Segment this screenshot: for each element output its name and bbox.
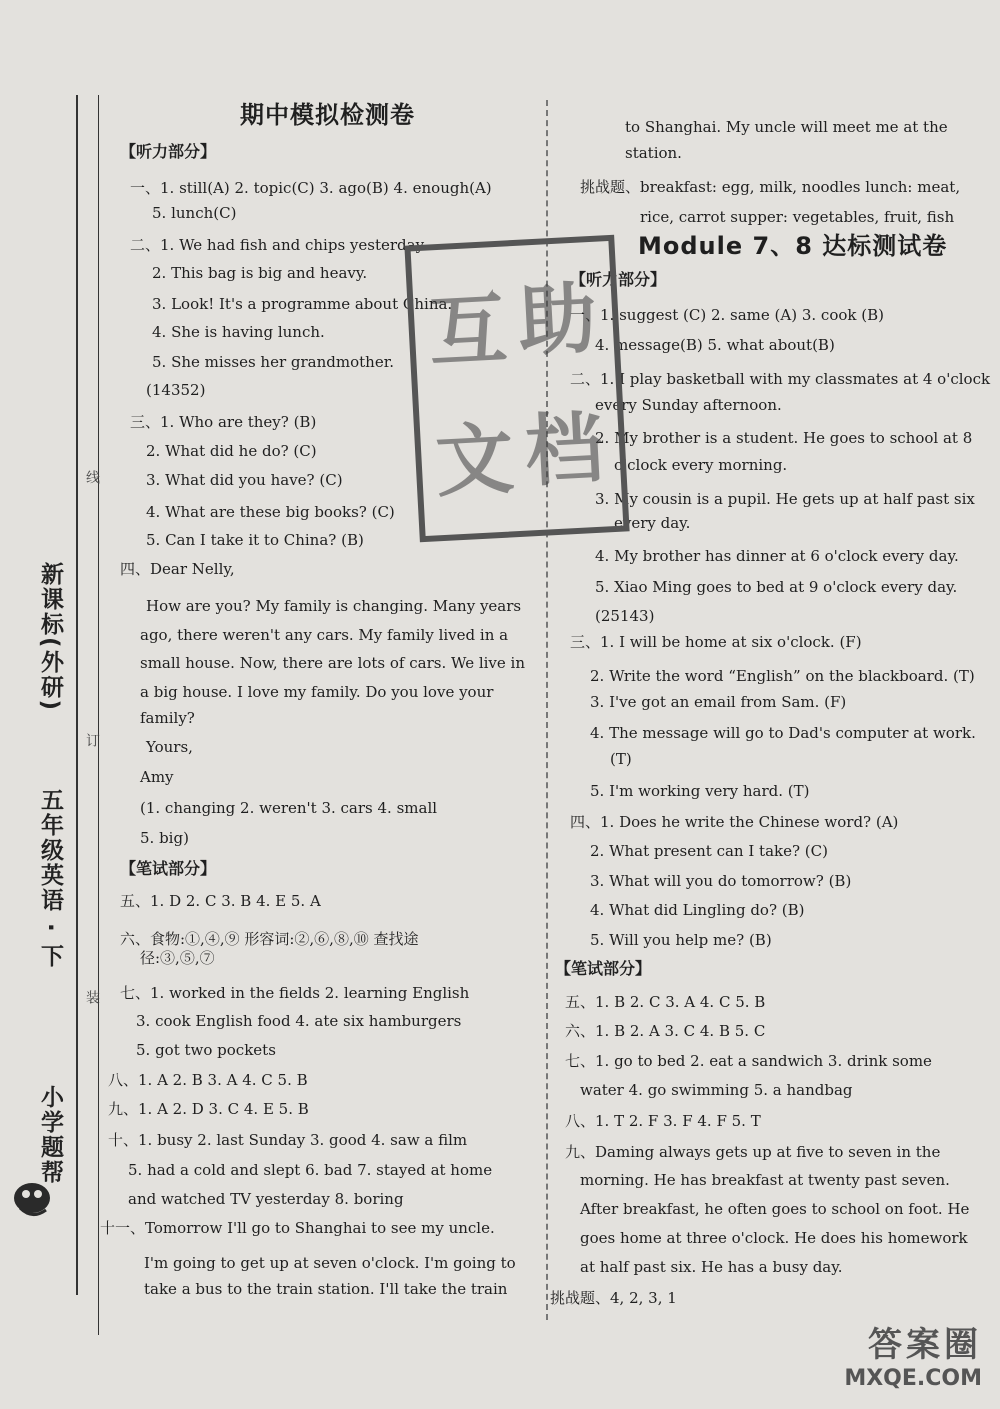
watermark-logo: 答案圈 bbox=[868, 1325, 982, 1365]
answer-line: 5. Will you help me? (B) bbox=[590, 931, 772, 949]
answer-line: 九、1. A 2. D 3. C 4. E 5. B bbox=[108, 1100, 309, 1118]
answer-line: ago, there weren't any cars. My family lived in a bbox=[140, 626, 509, 644]
answer-line: 4. What did Lingling do? (B) bbox=[590, 901, 805, 919]
site-watermark bbox=[844, 1317, 982, 1391]
stamp-char: 文 bbox=[433, 414, 517, 509]
answer-line: station. bbox=[625, 144, 682, 162]
answer-line: a big house. I love my family. Do you love your bbox=[140, 683, 494, 701]
cut-mark-fold: 订 bbox=[84, 733, 100, 747]
answer-line: 5. Xiao Ming goes to bed at 9 o'clock every day. bbox=[595, 578, 958, 596]
answer-line: 七、1. worked in the fields 2. learning English bbox=[120, 984, 470, 1002]
stamp-char: 互 bbox=[426, 284, 510, 379]
section-heading: 【笔试部分】 bbox=[120, 859, 217, 878]
right-title: Module 7、8 达标测试卷 bbox=[638, 232, 948, 260]
answer-line: 二、1. I play basketball with my classmates at 4 o'clock bbox=[570, 370, 991, 388]
answer-line: 2. What present can I take? (C) bbox=[590, 842, 828, 860]
answer-line: 九、Daming always gets up at five to seven in the bbox=[565, 1143, 941, 1161]
answer-line: (25143) bbox=[595, 607, 655, 625]
answer-line: 2. My brother is a student. He goes to school at 8 bbox=[595, 429, 973, 447]
answer-line: 八、1. A 2. B 3. A 4. C 5. B bbox=[108, 1071, 308, 1089]
answer-line: 2. Write the word “English” on the blackboard. (T) bbox=[590, 667, 975, 685]
left-title: 期中模拟检测卷 bbox=[240, 101, 415, 129]
answer-line: take a bus to the train station. I'll take the train bbox=[144, 1280, 508, 1298]
answer-line: small house. Now, there are lots of cars. We live in bbox=[140, 654, 526, 672]
answer-line: 挑战题、4, 2, 3, 1 bbox=[550, 1289, 677, 1307]
answer-line: 一、1. suggest (C) 2. same (A) 3. cook (B) bbox=[570, 306, 884, 324]
answer-line: After breakfast, he often goes to school on foot. He bbox=[580, 1200, 970, 1218]
answer-line: water 4. go swimming 5. a handbag bbox=[580, 1081, 853, 1099]
binding-line-inner bbox=[98, 95, 99, 1335]
answer-line: every day. bbox=[614, 514, 691, 532]
answer-line: 5. big) bbox=[140, 829, 189, 847]
answer-line: 一、1. still(A) 2. topic(C) 3. ago(B) 4. enough(A) bbox=[130, 179, 492, 197]
answer-line: at half past six. He has a busy day. bbox=[580, 1258, 843, 1276]
answer-line: 三、1. Who are they? (B) bbox=[130, 413, 317, 431]
answer-line: 5. got two pockets bbox=[136, 1041, 276, 1059]
answer-line: 六、食物:①,④,⑨ 形容词:②,⑥,⑧,⑩ 查找途 bbox=[120, 930, 419, 948]
answer-line: 十、1. busy 2. last Sunday 3. good 4. saw a film bbox=[108, 1131, 468, 1149]
answer-line: 五、1. B 2. C 3. A 4. C 5. B bbox=[565, 993, 766, 1011]
answer-line: 3. I've got an email from Sam. (F) bbox=[590, 693, 847, 711]
stamp-char: 助 bbox=[516, 273, 599, 368]
answer-line: 挑战题、breakfast: egg, milk, noodles lunch: meat, bbox=[580, 178, 961, 196]
answer-line: 四、1. Does he write the Chinese word? (A) bbox=[570, 813, 899, 831]
answer-line: 5. She misses her grandmother. bbox=[152, 353, 394, 371]
answer-line: 5. lunch(C) bbox=[152, 204, 237, 222]
answer-line: 十一、Tomorrow I'll go to Shanghai to see my uncle. bbox=[100, 1219, 495, 1237]
answer-line: family? bbox=[140, 709, 195, 727]
stamp-char: 档 bbox=[523, 403, 606, 498]
spine-edition: 新课标(外研) bbox=[37, 562, 63, 713]
stamp-seal bbox=[404, 235, 629, 543]
binding-line bbox=[76, 95, 78, 1295]
mascot-icon bbox=[6, 1170, 66, 1230]
answer-line: 4. message(B) 5. what about(B) bbox=[595, 336, 835, 354]
answer-line: 七、1. go to bed 2. eat a sandwich 3. drink some bbox=[565, 1052, 932, 1070]
answer-line: Yours, bbox=[146, 738, 193, 756]
answer-line: 3. cook English food 4. ate six hamburgers bbox=[136, 1012, 462, 1030]
answer-line: o'clock every morning. bbox=[614, 456, 788, 474]
cut-mark-bind: 装 bbox=[84, 990, 100, 1004]
answer-line: 3. Look! It's a programme about China. bbox=[152, 295, 453, 313]
answer-line: and watched TV yesterday 8. boring bbox=[128, 1190, 404, 1208]
section-heading: 【听力部分】 bbox=[570, 270, 667, 289]
answer-line: 4. The message will go to Dad's computer at work. bbox=[590, 724, 976, 742]
spine-brand: 小学题帮 bbox=[37, 1085, 63, 1185]
answer-line: every Sunday afternoon. bbox=[595, 396, 782, 414]
answer-line: rice, carrot supper: vegetables, fruit, fish bbox=[640, 208, 955, 226]
answer-line: 四、Dear Nelly, bbox=[120, 560, 235, 578]
answer-line: 五、1. D 2. C 3. B 4. E 5. A bbox=[120, 892, 321, 910]
answer-line: (1. changing 2. weren't 3. cars 4. small bbox=[140, 799, 438, 817]
answer-line: (14352) bbox=[146, 381, 206, 399]
section-heading: 【笔试部分】 bbox=[555, 959, 652, 978]
answer-line: 4. She is having lunch. bbox=[152, 323, 325, 341]
watermark-url: MXQE.COM bbox=[844, 1366, 982, 1391]
spine-book-title: 五年级英语 · 下 bbox=[37, 788, 63, 969]
answer-line: 5. Can I take it to China? (B) bbox=[146, 531, 364, 549]
answer-line: 3. My cousin is a pupil. He gets up at half past six bbox=[595, 490, 975, 508]
cut-mark-line: 线 bbox=[84, 470, 100, 484]
answer-line: 二、1. We had fish and chips yesterday. bbox=[130, 236, 427, 254]
answer-line: 3. What will you do tomorrow? (B) bbox=[590, 872, 852, 890]
answer-line: (T) bbox=[610, 750, 632, 768]
answer-line: 径:③,⑤,⑦ bbox=[140, 949, 215, 967]
answer-line: 4. My brother has dinner at 6 o'clock every day. bbox=[595, 547, 959, 565]
answer-line: 2. What did he do? (C) bbox=[146, 442, 317, 460]
answer-line: 5. I'm working very hard. (T) bbox=[590, 782, 810, 800]
answer-line: morning. He has breakfast at twenty past seven. bbox=[580, 1171, 950, 1189]
section-heading: 【听力部分】 bbox=[120, 142, 217, 161]
answer-line: goes home at three o'clock. He does his homework bbox=[580, 1229, 968, 1247]
answer-line: to Shanghai. My uncle will meet me at the bbox=[625, 118, 948, 136]
answer-line: How are you? My family is changing. Many years bbox=[146, 597, 522, 615]
answer-line: I'm going to get up at seven o'clock. I'm going to bbox=[144, 1254, 516, 1272]
answer-line: 六、1. B 2. A 3. C 4. B 5. C bbox=[565, 1022, 766, 1040]
answer-line: 2. This bag is big and heavy. bbox=[152, 264, 368, 282]
answer-line: 5. had a cold and slept 6. bad 7. stayed at home bbox=[128, 1161, 493, 1179]
answer-line: 3. What did you have? (C) bbox=[146, 471, 343, 489]
answer-line: 4. What are these big books? (C) bbox=[146, 503, 395, 521]
answer-line: 八、1. T 2. F 3. F 4. F 5. T bbox=[565, 1112, 761, 1130]
answer-line: Amy bbox=[140, 768, 174, 786]
answer-line: 三、1. I will be home at six o'clock. (F) bbox=[570, 633, 862, 651]
